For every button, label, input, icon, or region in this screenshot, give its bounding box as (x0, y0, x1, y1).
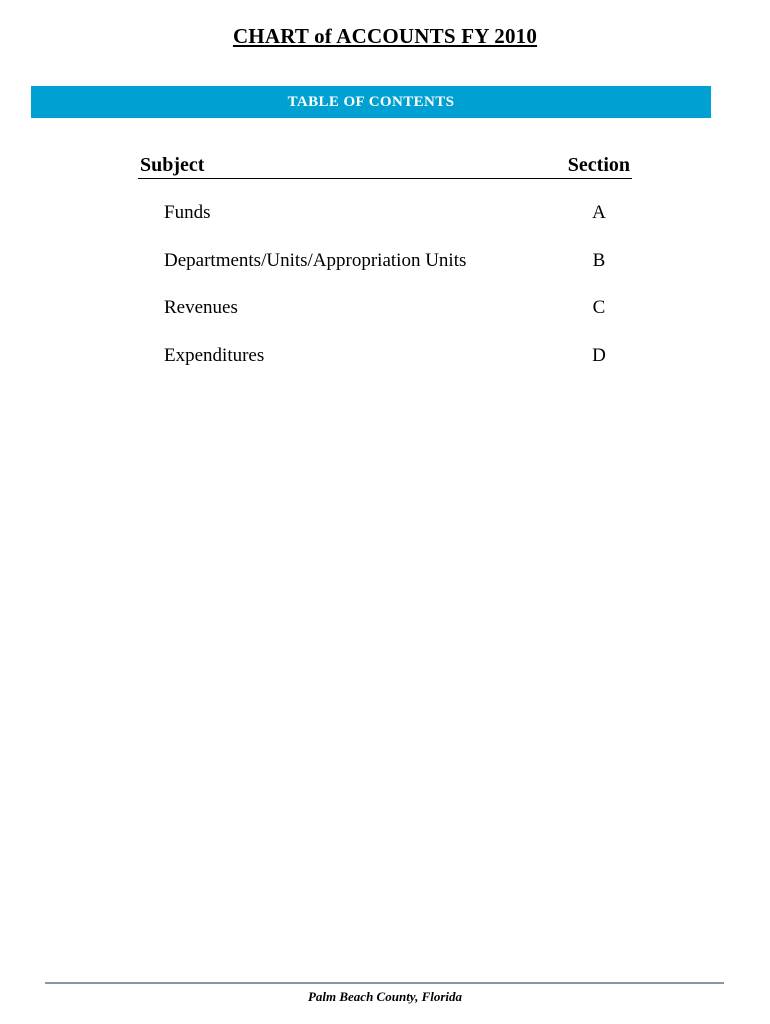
toc-header (138, 154, 632, 179)
toc-subject: Funds (164, 202, 211, 223)
banner-label: TABLE OF CONTENTS (287, 93, 455, 110)
section-column-header: Section (567, 154, 630, 176)
toc-row-revenues (164, 297, 624, 345)
toc-section-letter: B (592, 249, 606, 271)
toc-row-expenditures (164, 345, 624, 393)
table-of-contents-banner (31, 86, 711, 118)
toc-subject: Revenues (164, 297, 238, 318)
toc-subject: Expenditures (164, 344, 265, 366)
toc-row-departments (164, 250, 624, 298)
toc-subject: Departments/Units/Appropriation Units (164, 249, 467, 271)
document-title: CHART of ACCOUNTS FY 2010 (232, 24, 538, 48)
toc-row-funds (164, 202, 624, 250)
toc-list (164, 202, 624, 392)
toc-section-letter: C (592, 297, 606, 318)
footer-text: Palm Beach County, Florida (307, 989, 463, 1004)
subject-column-header: Subject (140, 154, 205, 176)
footer-divider (45, 982, 724, 984)
toc-section-letter: D (592, 344, 606, 366)
toc-section-letter: A (592, 202, 606, 223)
